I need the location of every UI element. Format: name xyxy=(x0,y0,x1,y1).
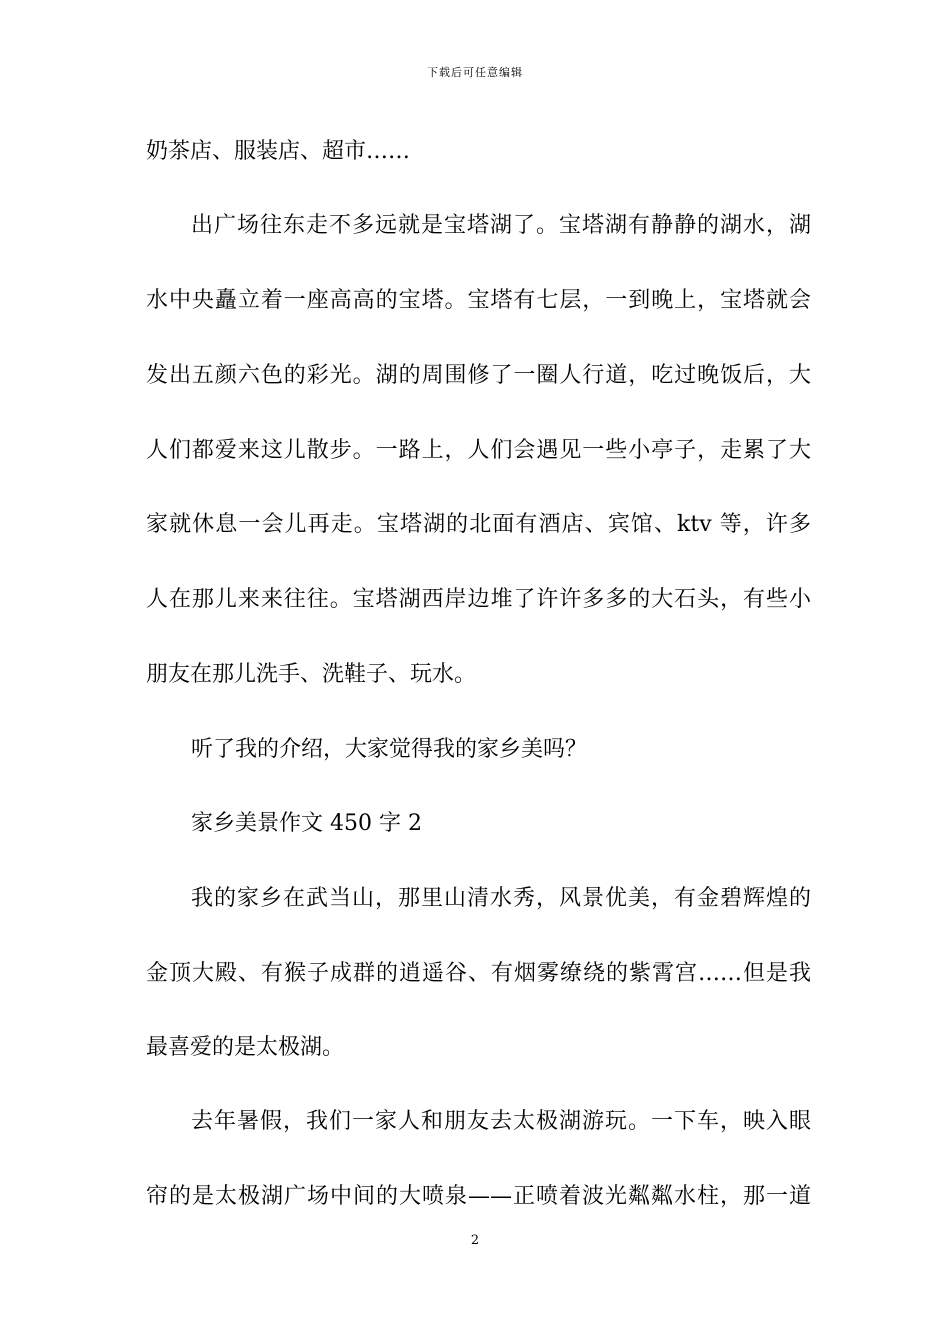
text-line: 金顶大殿、有猴子成群的逍遥谷、有烟雾缭绕的紫霄宫……但是我 xyxy=(146,961,811,986)
text-line: 发出五颜六色的彩光。湖的周围修了一圈人行道，吃过晚饭后，大 xyxy=(146,363,811,388)
text-line: 帘的是太极湖广场中间的大喷泉——正喷着波光粼粼水柱，那一道 xyxy=(146,1184,811,1209)
text-line: 听了我的介绍，大家觉得我的家乡美吗？ xyxy=(191,737,588,762)
page-number: 2 xyxy=(470,1233,480,1248)
text-line: 朋友在那儿洗手、洗鞋子、玩水。 xyxy=(146,662,477,687)
text-line: 人们都爱来这儿散步。一路上，人们会遇见一些小亭子，走累了大 xyxy=(146,438,811,463)
text-line: 奶茶店、服装店、超市…… xyxy=(146,139,411,164)
text-line: 去年暑假，我们一家人和朋友去太极湖游玩。一下车，映入眼 xyxy=(191,1109,811,1134)
text-line: 出广场往东走不多远就是宝塔湖了。宝塔湖有静静的湖水，湖 xyxy=(191,213,811,238)
text-line: 最喜爱的是太极湖。 xyxy=(146,1035,345,1060)
text-line: 家就休息一会儿再走。宝塔湖的北面有酒店、宾馆、ktv 等，许多 xyxy=(146,512,811,537)
section-heading: 家乡美景作文 450 字 2 xyxy=(191,811,422,836)
text-line: 水中央矗立着一座高高的宝塔。宝塔有七层，一到晚上，宝塔就会 xyxy=(146,288,811,313)
page-header: 下载后可任意编辑 xyxy=(427,66,523,79)
text-line: 我的家乡在武当山，那里山清水秀，风景优美，有金碧辉煌的 xyxy=(191,886,811,911)
text-line: 人在那儿来来往往。宝塔湖西岸边堆了许许多多的大石头，有些小 xyxy=(146,587,811,612)
